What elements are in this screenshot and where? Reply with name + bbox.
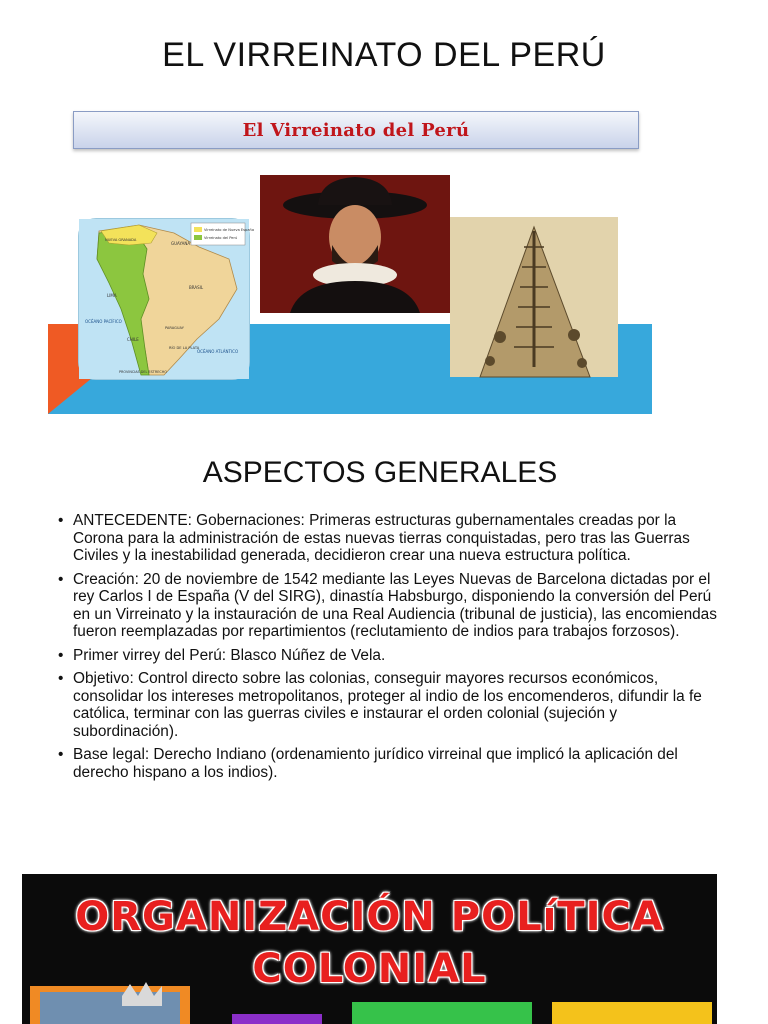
portrait-illustration <box>260 175 450 313</box>
viceroy-portrait-image <box>260 175 450 313</box>
map-label-paraguay: PARAGUAY <box>165 326 184 330</box>
map-image <box>78 218 255 380</box>
poster-title-line-2: COLONIAL <box>252 946 487 992</box>
poster-decoration <box>22 874 717 1024</box>
image-collage <box>48 170 652 414</box>
bullet-item: • Primer virrey del Perú: Blasco Núñez de Vela. <box>58 647 718 665</box>
bullet-item: • Base legal: Derecho Indiano (ordenamiento jurídico virreinal que implicó la aplicación del derecho hispano a los indios). <box>58 746 718 781</box>
section-title: ASPECTOS GENERALES <box>202 456 558 489</box>
banner-text: El Virreinato del Perú <box>242 119 470 141</box>
banner <box>73 111 639 149</box>
map-label-oceano-pacifico: OCÉANO PACÍFICO <box>85 319 122 324</box>
engraving-illustration <box>450 217 618 377</box>
poster-title-line-1: ORGANIZACIÓN POLíTICA <box>75 894 664 940</box>
bullet-list <box>58 512 718 787</box>
map-label-provincias: PROVINCIAS DEL ESTRECHO <box>119 370 167 374</box>
south-america-map <box>79 219 255 379</box>
map-label-chile: CHILE <box>127 337 139 342</box>
page-title: EL VIRREINATO DEL PERÚ <box>162 36 606 74</box>
organization-poster-image <box>22 874 717 1024</box>
map-label-brasil: BRASIL <box>189 285 204 290</box>
colonial-engraving-image <box>450 217 618 377</box>
bullet-item: • Creación: 20 de noviembre de 1542 mediante las Leyes Nuevas de Barcelona dictadas por el rey Carlos I de España (V del SIRG), dinastía Habsburgo, disponiendo la conversión del Perú en un Virreinato y la instauración de una Real Audiencia (tribunal de justicia), las encomiendas fueron reemplazadas por repartimientos (reclutamiento de indios para trabajos forzosos). <box>58 571 718 641</box>
map-label-guayana: GUAYANA <box>171 241 191 246</box>
map-label-nueva-granada: NUEVA GRANADA <box>105 238 137 242</box>
legend-label-1: Virreinato de Nueva España <box>204 228 255 232</box>
legend-label-2: Virreinato del Perú <box>204 236 238 240</box>
map-label-oceano-atlantico: OCÉANO ATLÁNTICO <box>197 349 239 354</box>
bullet-item: • Objetivo: Control directo sobre las colonias, conseguir mayores recursos económicos, consolidar los intereses metropolitanos, proteger al indio de los encomenderos, difundir la fe católica, terminar con las guerras civiles e instaurar el orden colonial (sujeción y subordinación). <box>58 670 718 740</box>
map-label-rio-de-la-plata: RÍO DE LA PLATA <box>169 346 200 350</box>
bullet-item: • ANTECEDENTE: Gobernaciones: Primeras estructuras gubernamentales creadas por la Corona para la administración de estas nuevas tierras conquistadas, pero tras las Guerras Civiles y la inestabilidad generada, decidieron crear una nueva estructura política. <box>58 512 718 565</box>
map-label-lima: LIMA <box>107 293 117 298</box>
